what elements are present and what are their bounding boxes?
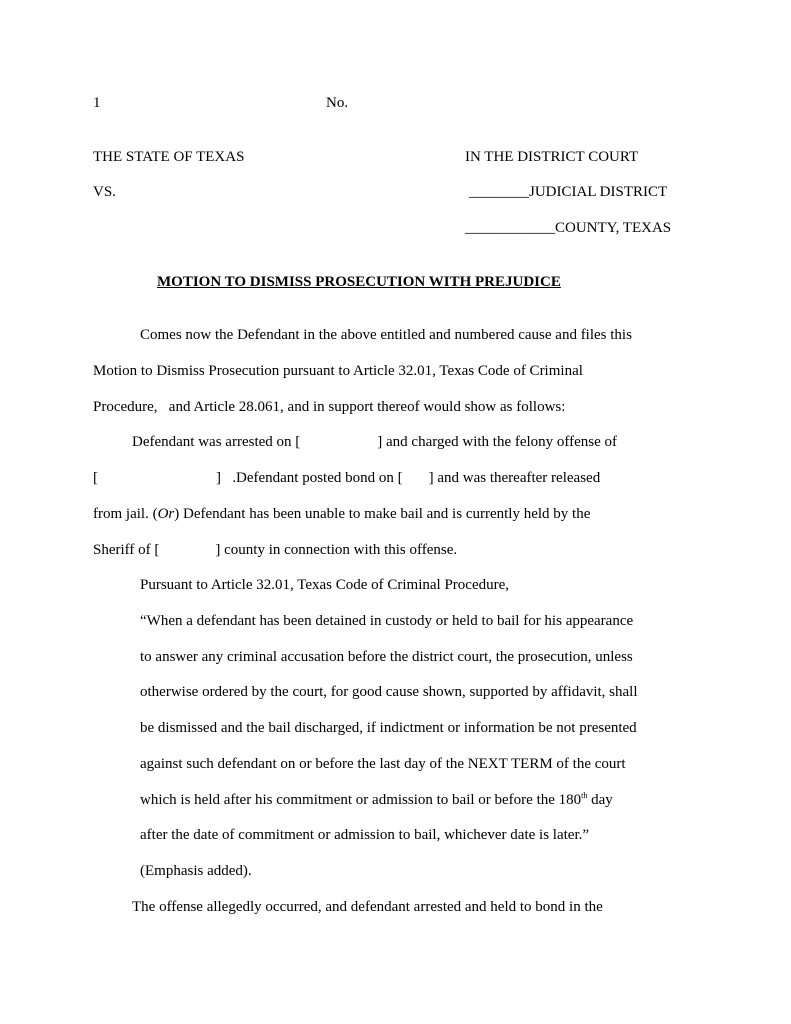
text-segment: ] and was thereafter released xyxy=(428,470,601,486)
text-segment: [ xyxy=(93,470,98,486)
quote-line: otherwise ordered by the court, for good cause shown, supported by affidavit, shall xyxy=(140,684,638,700)
text-segment: ] .Defendant posted bond on [ xyxy=(216,470,403,486)
body-line: Comes now the Defendant in the above entitled and numbered cause and files this xyxy=(140,327,632,343)
caption-state: THE STATE OF TEXAS xyxy=(93,149,245,165)
body-line xyxy=(132,433,617,451)
page-number: 1 xyxy=(93,95,101,111)
body-line xyxy=(93,541,457,559)
quote-line xyxy=(140,791,613,809)
caption-judicial-district: ________JUDICIAL DISTRICT xyxy=(469,184,668,200)
body-line: Procedure, and Article 28.061, and in support thereof would show as follows: xyxy=(93,399,566,415)
text-segment: ] county in connection with this offense. xyxy=(215,542,458,558)
quote-line: after the date of commitment or admission to bail, whichever date is later.” xyxy=(140,827,590,843)
body-line: The offense allegedly occurred, and defendant arrested and held to bond in the xyxy=(132,899,603,915)
text-segment: ) Defendant has been unable to make bail and is currently held by the xyxy=(174,506,591,522)
caption-county: ____________COUNTY, TEXAS xyxy=(465,220,672,236)
quote-line: (Emphasis added). xyxy=(140,863,252,879)
text-segment: day xyxy=(587,792,613,808)
body-line xyxy=(93,469,600,487)
body-line: Pursuant to Article 32.01, Texas Code of Criminal Procedure, xyxy=(140,577,510,593)
quote-line: to answer any criminal accusation before the district court, the prosecution, unless xyxy=(140,649,633,665)
caption-court: IN THE DISTRICT COURT xyxy=(465,149,639,165)
body-line: Motion to Dismiss Prosecution pursuant to Article 32.01, Texas Code of Criminal xyxy=(93,363,583,379)
quote-line: be dismissed and the bail discharged, if indictment or information be not presented xyxy=(140,720,637,736)
text-segment: Defendant was arrested on [ xyxy=(132,434,301,450)
ordinal-suffix: th xyxy=(581,791,588,800)
quote-line: “When a defendant has been detained in custody or held to bail for his appearance xyxy=(140,613,634,629)
text-segment: Sheriff of [ xyxy=(93,542,160,558)
text-segment: from jail. ( xyxy=(93,506,158,522)
text-segment: which is held after his commitment or admission to bail or before the 180 xyxy=(140,792,582,808)
cause-number-label: No. xyxy=(326,95,349,111)
quote-line: against such defendant on or before the last day of the NEXT TERM of the court xyxy=(140,756,626,772)
body-line xyxy=(93,505,590,523)
caption-versus: VS. xyxy=(93,184,116,200)
document-title: MOTION TO DISMISS PROSECUTION WITH PREJUDICE xyxy=(157,274,561,290)
italic-text: Or xyxy=(157,506,175,522)
text-segment: ] and charged with the felony offense of xyxy=(377,434,618,450)
